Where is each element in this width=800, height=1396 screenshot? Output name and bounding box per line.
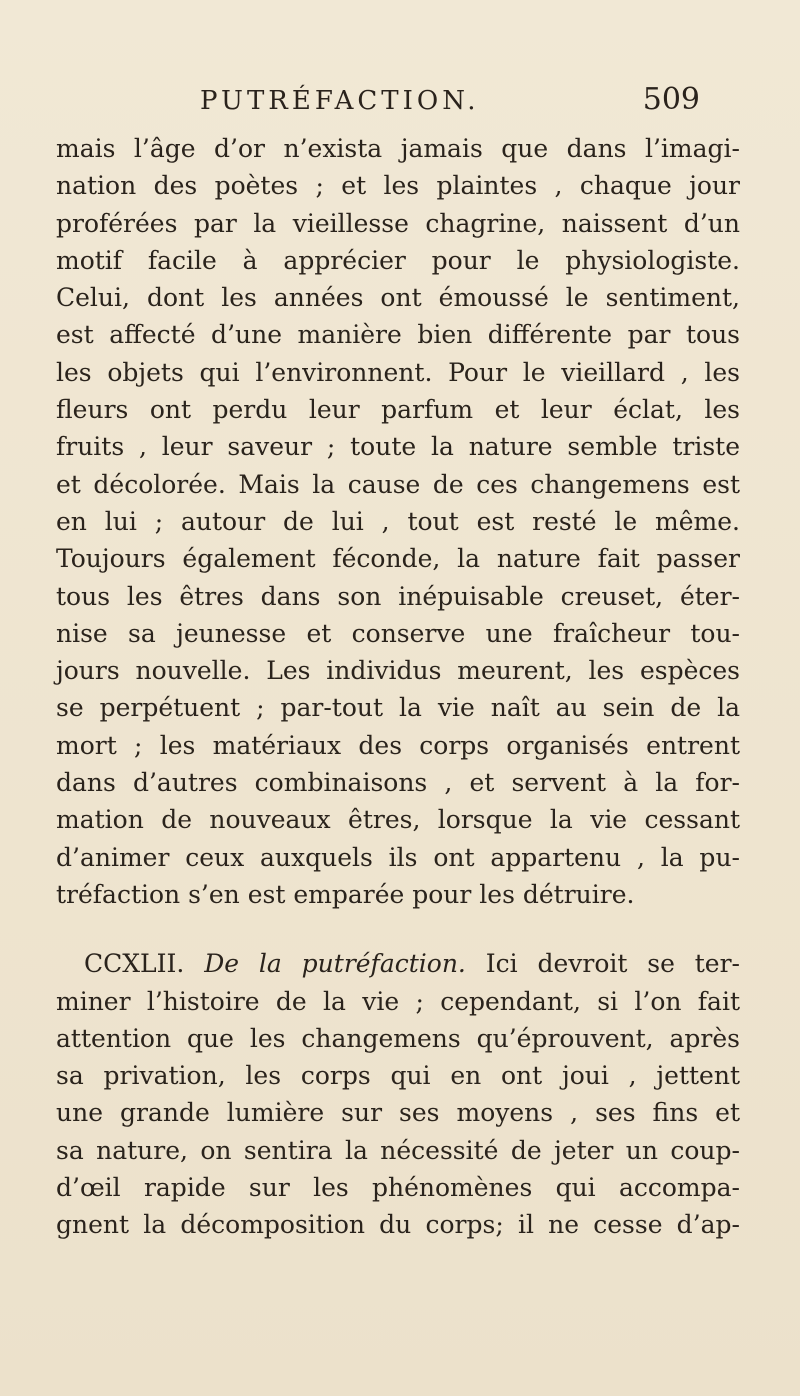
running-head [200,82,700,126]
text-line: fleurs ont perdu leur parfum et leur éclat, les [56,395,740,425]
text-line: fruits , leur saveur ; toute la nature semble triste [56,432,740,462]
text-line: d’animer ceux auxquels ils ont appartenu , la pu- [56,842,740,872]
section-title: De la putréfaction. [204,949,466,979]
text-line: tous les êtres dans son inépuisable creuset, éter- [56,581,740,611]
text-line: les objets qui l’environnent. Pour le vieillard , les [56,357,740,387]
section-first-line-text: Ici devroit se ter- [485,949,740,979]
section-heading-line [56,945,740,982]
text-line: motif facile à apprécier pour le physiologiste. [56,245,740,275]
body-text [56,130,740,1244]
text-line: jours nouvelle. Les individus meurent, les espèces [56,656,740,686]
text-line: dans d’autres combinaisons , et servent à la for- [56,768,740,798]
text-line: Toujours également féconde, la nature fait passer [56,544,740,574]
text-line: tréfaction s’en est emparée pour les détruire. [56,879,635,909]
text-line: miner l’histoire de la vie ; cependant, si l’on fait [56,986,740,1016]
text-line: se perpétuent ; par-tout la vie naît au sein de la [56,693,740,723]
text-line: nise sa jeunesse et conserve une fraîcheur tou- [56,618,740,648]
paragraph-1 [56,130,740,913]
text-line: mation de nouveaux êtres, lorsque la vie cessant [56,805,740,835]
section-number: CCXLII. [84,949,185,979]
text-line: gnent la décomposition du corps; il ne cesse d’ap- [56,1210,740,1240]
running-title: PUTRÉFACTION. [200,86,480,116]
text-line: et décolorée. Mais la cause de ces changemens est [56,469,740,499]
text-line: mais l’âge d’or n’exista jamais que dans l’imagi- [56,134,740,163]
paragraph-gap [56,913,740,945]
text-line: une grande lumière sur ses moyens , ses fins et [56,1098,740,1128]
paragraph-2 [56,945,740,1243]
text-line: Celui, dont les années ont émoussé le sentiment, [56,283,740,313]
text-line: nation des poètes ; et les plaintes , chaque jour [56,171,740,201]
text-line: d’œil rapide sur les phénomènes qui accompa- [56,1173,740,1203]
text-line: est affecté d’une manière bien différente par tous [56,320,740,350]
text-line: en lui ; autour de lui , tout est resté le même. [56,506,740,536]
text-line: attention que les changemens qu’éprouvent, après [56,1023,740,1053]
text-line: mort ; les matériaux des corps organisés entrent [56,730,740,760]
page-number: 509 [642,82,700,117]
text-line: sa nature, on sentira la nécessité de jeter un coup- [56,1135,740,1165]
text-line: proférées par la vieillesse chagrine, naissent d’un [56,208,740,238]
text-line: sa privation, les corps qui en ont joui , jettent [56,1061,740,1091]
